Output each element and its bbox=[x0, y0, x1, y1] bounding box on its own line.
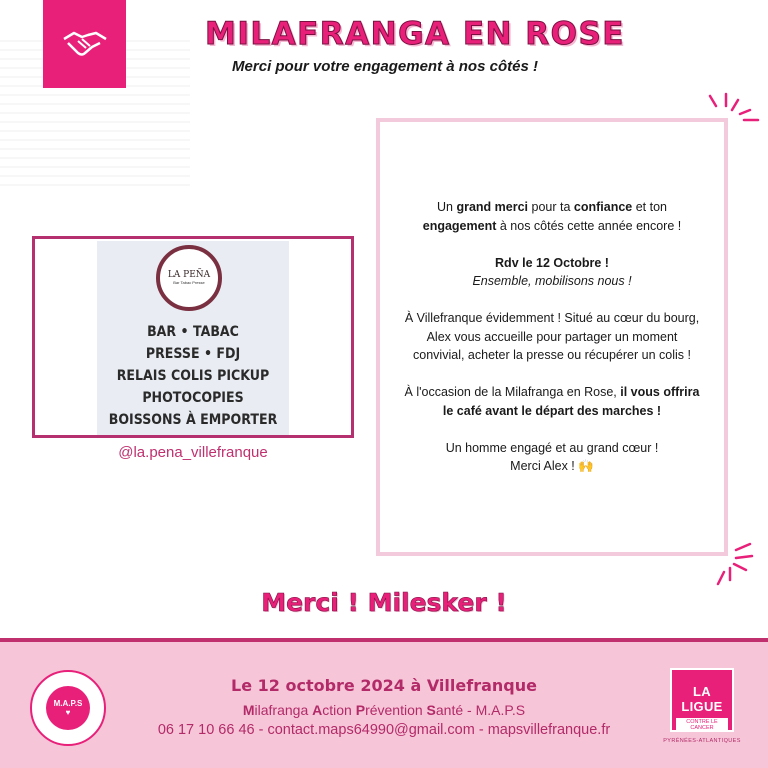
ligue-logo: LA LIGUE CONTRE LE CANCER bbox=[670, 668, 734, 732]
card-closing: Un homme engagé et au grand cœur ! Merci Alex ! 🙌 bbox=[445, 440, 659, 474]
contact-info: 06 17 10 66 46 - contact.maps64990@gmail.com - mapsvillefranque.fr bbox=[157, 722, 611, 738]
ligue-region: PYRÉNÉES-ATLANTIQUES bbox=[663, 738, 741, 744]
shop-sign-photo bbox=[97, 241, 289, 435]
maps-logo: M.A.P.S ♥ bbox=[30, 670, 106, 746]
card-paragraph: À l'occasion de la Milafranga en Rose, il vous offrira le café avant le départ des marches ! bbox=[404, 385, 700, 418]
page-subtitle: Merci pour votre engagement à nos côtés ! bbox=[232, 58, 538, 75]
heart-hands-icon: ♥ bbox=[65, 708, 71, 717]
event-date: Le 12 octobre 2024 à Villefranque bbox=[231, 676, 537, 695]
card-paragraph: Un grand merci pour ta confiance et ton engagement à nos côtés cette année encore ! bbox=[422, 200, 682, 233]
shop-photo-frame bbox=[32, 236, 354, 438]
card-paragraph: À Villefranque évidemment ! Situé au cœur du bourg, Alex vous accueille pour partager un moment convivial, acheter la presse ou récupérer un colis ! bbox=[404, 311, 700, 363]
instagram-handle[interactable]: @la.pena_villefranque bbox=[118, 444, 268, 461]
handshake-badge bbox=[43, 0, 126, 88]
page-title: MILAFRANGA EN ROSE bbox=[205, 16, 625, 52]
thank-you-card bbox=[376, 118, 728, 556]
merci-heading: Merci ! Milesker ! bbox=[261, 588, 507, 617]
footer bbox=[0, 638, 768, 768]
organization-name: Milafranga Action Prévention Santé - M.A.P.S bbox=[242, 702, 526, 718]
shop-logo: LA PEÑA Bar Tabac Presse bbox=[156, 245, 222, 311]
card-rdv: Rdv le 12 Octobre ! Ensemble, mobilisons nous ! bbox=[472, 255, 632, 289]
shop-sign-text: BAR • TABAC PRESSE • FDJ RELAIS COLIS PICKUP PHOTOCOPIES BOISSONS À EMPORTER bbox=[108, 324, 278, 428]
card-text bbox=[402, 198, 702, 476]
handshake-icon bbox=[62, 29, 108, 59]
